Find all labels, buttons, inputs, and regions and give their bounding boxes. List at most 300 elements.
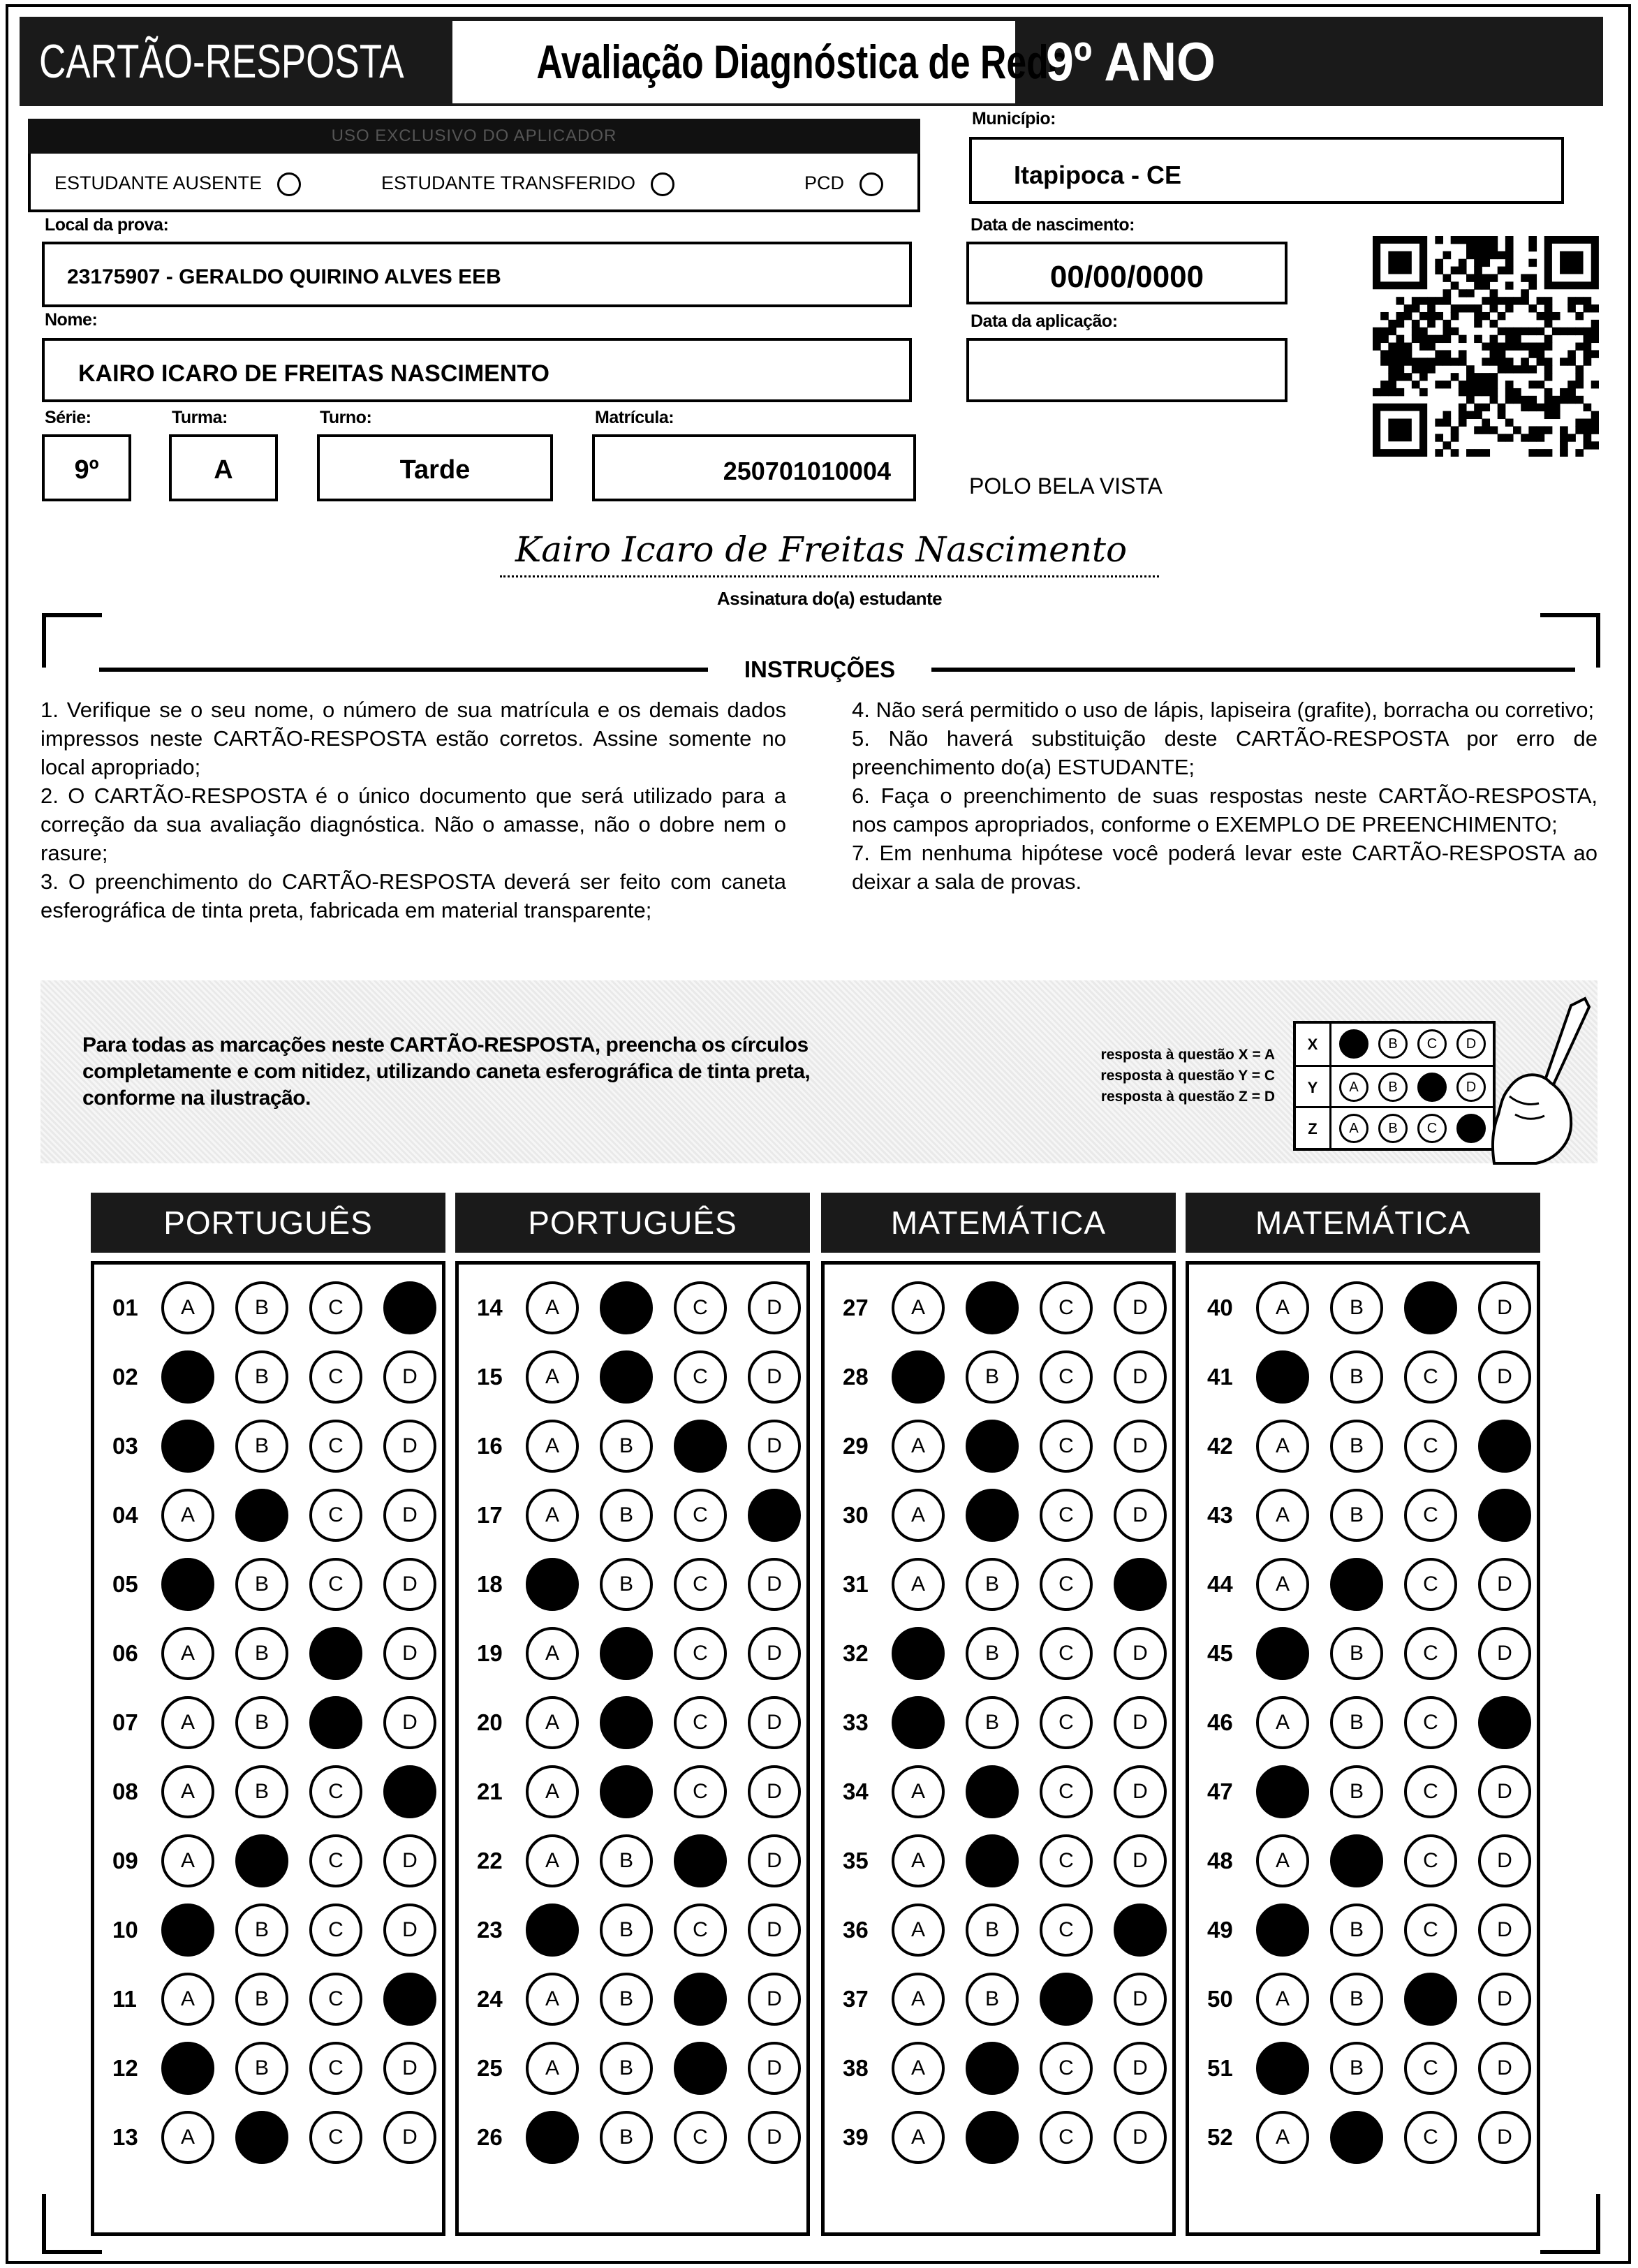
answer-bubble-a[interactable] [892,1834,945,1887]
column-header: PORTUGUÊS [91,1193,445,1253]
answer-bubble-c[interactable] [674,1973,727,2026]
answer-bubble-b[interactable] [1330,1281,1383,1334]
answer-bubble-b[interactable] [1330,1973,1383,2026]
answer-bubble-d[interactable] [1478,1420,1531,1473]
answer-bubble-a[interactable] [892,2042,945,2095]
qr-module [1412,381,1420,388]
answer-bubble-c[interactable] [1404,1627,1457,1680]
qr-module [1451,434,1459,441]
answer-bubble-c[interactable] [1404,1834,1457,1887]
qr-module [1482,297,1490,304]
answer-bubble-d[interactable] [383,1834,436,1887]
qr-module [1513,388,1521,396]
answer-bubble-b[interactable] [966,1765,1019,1818]
answer-bubble-a[interactable] [1256,1765,1309,1818]
question-row [94,1345,457,1409]
answer-bubble-c[interactable] [1040,2042,1093,2095]
qr-module [1412,304,1420,312]
answer-bubble-d[interactable] [1478,1973,1531,2026]
answer-bubble-a[interactable] [161,1558,214,1611]
answer-bubble-d[interactable] [748,1420,801,1473]
pcd-checkbox[interactable] [859,172,883,196]
answer-bubble-b[interactable] [600,1627,653,1680]
answer-bubble-c[interactable] [309,1973,362,2026]
bubble-letter: C [1423,1503,1438,1526]
answer-bubble-b[interactable] [600,1765,653,1818]
question-number: 25 [477,2055,503,2081]
question-row [94,2105,457,2170]
answer-bubble-d[interactable] [748,1627,801,1680]
qr-module [1412,358,1420,365]
answer-bubble-c[interactable] [1404,1281,1457,1334]
answer-bubble-c[interactable] [674,1834,727,1887]
answer-bubble-a[interactable] [526,1904,579,1957]
answer-bubble-c[interactable] [674,1627,727,1680]
answer-bubble-a[interactable] [526,1973,579,2026]
answer-bubble-a[interactable] [892,1350,945,1404]
answer-bubble-c[interactable] [1040,1973,1093,2026]
question-number: 12 [112,2055,138,2081]
answer-bubble-d[interactable] [1114,1558,1167,1611]
answer-bubble-a[interactable] [161,1765,214,1818]
answer-bubble-b[interactable] [1330,2042,1383,2095]
answer-bubble-c[interactable] [1040,1350,1093,1404]
answer-bubble-b[interactable] [600,1904,653,1957]
answer-bubble-d[interactable] [748,1281,801,1334]
answer-bubble-c[interactable] [1040,1281,1093,1334]
answer-bubble-b[interactable] [1330,1834,1383,1887]
eval-title-box: Avaliação Diagnóstica de Rede [452,21,1015,103]
answer-bubble-b[interactable] [1330,1627,1383,1680]
answer-bubble-a[interactable] [161,1904,214,1957]
answer-bubble-d[interactable] [748,1904,801,1957]
qr-module [1567,350,1576,358]
answer-bubble-b[interactable] [600,1973,653,2026]
answer-bubble-a[interactable] [526,2042,579,2095]
answer-bubble-a[interactable] [1256,1350,1309,1404]
answer-bubble-b[interactable] [235,1281,288,1334]
answer-bubble-d[interactable] [383,1696,436,1749]
answer-bubble-d[interactable] [383,1489,436,1542]
answer-bubble-b[interactable] [235,1696,288,1749]
qr-module [1373,335,1381,343]
qr-module [1505,236,1514,244]
transferred-option[interactable] [381,169,674,197]
answer-bubble-b[interactable] [966,2042,1019,2095]
answer-bubble-d[interactable] [383,1765,436,1818]
answer-bubble-d[interactable] [1478,1489,1531,1542]
answer-bubble-a[interactable] [526,1558,579,1611]
qr-module [1482,244,1490,251]
answer-bubble-a[interactable] [161,2111,214,2164]
answer-bubble-d[interactable] [748,1489,801,1542]
answer-bubble-a[interactable] [161,1420,214,1473]
answer-bubble-d[interactable] [1114,1281,1167,1334]
answer-bubble-b[interactable] [600,1834,653,1887]
answer-bubble-a[interactable] [161,1627,214,1680]
matricula-field[interactable] [592,434,916,501]
qr-module [1567,396,1576,404]
answer-bubble-b[interactable] [235,1350,288,1404]
bubble-letter: D [402,1918,418,1941]
answer-bubble-b[interactable] [1330,1904,1383,1957]
answer-bubble-c[interactable] [309,2111,362,2164]
question-number: 52 [1207,2124,1233,2150]
qr-module [1537,426,1545,434]
bubble-letter: B [984,1918,999,1941]
local-field[interactable] [42,242,912,307]
answer-bubble-a[interactable] [892,1973,945,2026]
answer-bubble-b[interactable] [235,2042,288,2095]
answer-bubble-b[interactable] [966,1627,1019,1680]
bubble-letter: B [984,1365,999,1388]
answer-bubble-b[interactable] [235,1834,288,1887]
answer-bubble-d[interactable] [1114,1765,1167,1818]
answer-bubble-d[interactable] [1478,1350,1531,1404]
answer-bubble-c[interactable] [1404,2111,1457,2164]
qr-module [1459,289,1467,297]
answer-bubble-d[interactable] [748,2042,801,2095]
bubble-letter: B [619,2126,633,2149]
answer-bubble-b[interactable] [600,1350,653,1404]
answer-bubble-c[interactable] [1040,2111,1093,2164]
answer-bubble-a[interactable] [1256,1420,1309,1473]
answer-bubble-b[interactable] [235,1489,288,1542]
bubble-letter: B [984,1573,999,1596]
answer-bubble-b[interactable] [966,1350,1019,1404]
answer-bubble-b[interactable] [966,1420,1019,1473]
answer-bubble-c[interactable] [674,1696,727,1749]
answer-bubble-d[interactable] [383,2111,436,2164]
answer-bubble-d[interactable] [748,2111,801,2164]
question-number: 08 [112,1779,138,1804]
answer-bubble-b[interactable] [235,1765,288,1818]
question-number: 38 [843,2055,869,2081]
qr-module [1435,381,1443,388]
qr-module [1544,411,1553,419]
answer-bubble-b[interactable] [600,2111,653,2164]
answer-bubble-a[interactable] [161,1281,214,1334]
answer-bubble-a[interactable] [526,1834,579,1887]
answer-bubble-b[interactable] [1330,2111,1383,2164]
answer-bubble-b[interactable] [966,1834,1019,1887]
answer-bubble-b[interactable] [600,1281,653,1334]
qr-module [1474,267,1482,274]
answer-bubble-c[interactable] [309,1904,362,1957]
answer-bubble-b[interactable] [966,1696,1019,1749]
answer-bubble-c[interactable] [309,1696,362,1749]
answer-bubble-d[interactable] [383,1627,436,1680]
question-number: 16 [477,1433,503,1459]
question-row [1189,1691,1552,1755]
aplicacao-field[interactable] [966,338,1287,402]
qr-module [1584,297,1592,304]
answer-bubble-c[interactable] [309,1420,362,1473]
answer-bubble-b[interactable] [1330,1420,1383,1473]
qr-module [1490,426,1498,434]
answer-bubble-d[interactable] [1478,1696,1531,1749]
answer-bubble-d[interactable] [1114,1973,1167,2026]
answer-bubble-a[interactable] [1256,2111,1309,2164]
answer-bubble-c[interactable] [309,1558,362,1611]
answer-bubble-a[interactable] [526,1489,579,1542]
answer-bubble-b[interactable] [966,1558,1019,1611]
answer-bubble-c[interactable] [309,1489,362,1542]
question-number: 21 [477,1779,503,1804]
answer-bubble-c[interactable] [1040,1489,1093,1542]
answer-bubble-d[interactable] [1114,1489,1167,1542]
answer-bubble-c[interactable] [1404,2042,1457,2095]
answer-bubble-b[interactable] [600,1420,653,1473]
answer-bubble-c[interactable] [674,1420,727,1473]
answer-bubble-a[interactable] [526,1281,579,1334]
bubble-letter: B [254,1573,269,1596]
turma-field[interactable] [169,434,278,501]
bubble-letter: C [328,1573,344,1596]
qr-module [1537,381,1545,388]
answer-bubble-c[interactable] [309,1765,362,1818]
answer-bubble-c[interactable] [1404,1489,1457,1542]
answer-bubble-b[interactable] [966,2111,1019,2164]
answer-bubble-d[interactable] [1478,1765,1531,1818]
answer-bubble-b[interactable] [235,1627,288,1680]
answer-bubble-d[interactable] [1114,2042,1167,2095]
answer-bubble-a[interactable] [1256,1489,1309,1542]
example-row-label: Y [1296,1067,1331,1108]
answer-bubble-a[interactable] [892,1558,945,1611]
answer-bubble-d[interactable] [1114,1904,1167,1957]
qr-module [1505,365,1514,373]
bubble-letter: D [767,1918,782,1941]
answer-bubble-b[interactable] [600,1558,653,1611]
answer-bubble-d[interactable] [383,1558,436,1611]
qr-module [1591,426,1599,434]
answer-bubble-d[interactable] [748,1350,801,1404]
answer-bubble-b[interactable] [966,1489,1019,1542]
bubble-letter: A [910,2056,925,2079]
qr-module [1474,411,1482,419]
answer-bubble-a[interactable] [1256,1904,1309,1957]
answer-bubble-a[interactable] [892,1696,945,1749]
qr-module [1513,327,1521,335]
qr-module [1490,251,1498,259]
answer-bubble-d[interactable] [748,1696,801,1749]
answer-bubble-a[interactable] [161,1696,214,1749]
answer-bubble-a[interactable] [526,1420,579,1473]
answer-bubble-c[interactable] [674,1350,727,1404]
answer-bubble-d[interactable] [1478,1558,1531,1611]
answer-bubble-a[interactable] [892,1489,945,1542]
answer-bubble-d[interactable] [1478,1627,1531,1680]
answer-bubble-d[interactable] [1114,1350,1167,1404]
question-row [825,1760,1188,1824]
answer-bubble-c[interactable] [674,1904,727,1957]
answer-bubble-c[interactable] [674,2042,727,2095]
answer-bubble-b[interactable] [235,1420,288,1473]
question-row [1189,2105,1552,2170]
answer-bubble-c[interactable] [1404,1420,1457,1473]
answer-bubble-a[interactable] [161,1834,214,1887]
qr-module [1505,335,1514,343]
answer-bubble-a[interactable] [892,2111,945,2164]
answer-bubble-c[interactable] [1404,1904,1457,1957]
answer-bubble-a[interactable] [1256,2042,1309,2095]
nascimento-field[interactable] [966,242,1287,304]
qr-module [1427,335,1436,343]
answer-bubble-b[interactable] [600,1696,653,1749]
qr-module [1482,274,1490,281]
question-number: 10 [112,1917,138,1943]
qr-module [1560,441,1568,449]
qr-module [1560,358,1568,365]
answer-bubble-d[interactable] [1114,1627,1167,1680]
answer-bubble-d[interactable] [1114,1420,1167,1473]
answer-bubble-a[interactable] [526,2111,579,2164]
answer-bubble-a[interactable] [1256,1281,1309,1334]
nome-field[interactable] [42,338,912,402]
turma-value: A [214,455,233,485]
answer-bubble-b[interactable] [1330,1350,1383,1404]
answer-bubble-b[interactable] [235,1973,288,2026]
qr-module [1498,365,1506,373]
answer-bubble-c[interactable] [309,1281,362,1334]
answer-bubble-b[interactable] [966,1281,1019,1334]
answer-bubble-c[interactable] [1404,1350,1457,1404]
answer-bubble-b[interactable] [1330,1558,1383,1611]
answer-bubble-a[interactable] [1256,1696,1309,1749]
answer-bubble-d[interactable] [383,1420,436,1473]
answer-bubble-b[interactable] [600,1489,653,1542]
pcd-option[interactable] [804,169,883,197]
question-row [94,2036,457,2100]
answer-bubble-a[interactable] [161,1973,214,2026]
qr-module [1537,404,1545,411]
question-number: 41 [1207,1364,1233,1390]
answer-bubble-a[interactable] [526,1696,579,1749]
answer-bubble-d[interactable] [383,2042,436,2095]
answer-bubble-c[interactable] [1040,1558,1093,1611]
answer-bubble-c[interactable] [674,2111,727,2164]
bubble-letter: C [693,1573,708,1596]
answer-bubble-d[interactable] [383,1904,436,1957]
answer-bubble-d[interactable] [748,1834,801,1887]
qr-module [1560,434,1568,441]
answer-bubble-c[interactable] [1040,1696,1093,1749]
answer-bubble-d[interactable] [383,1281,436,1334]
qr-module [1490,350,1498,358]
answer-bubble-c[interactable] [674,1765,727,1818]
answer-bubble-c[interactable] [1404,1558,1457,1611]
answer-bubble-c[interactable] [1404,1973,1457,2026]
answer-bubble-b[interactable] [235,1904,288,1957]
qr-module [1537,312,1545,320]
answer-bubble-d[interactable] [1478,2111,1531,2164]
answer-bubble-d[interactable] [1478,2042,1531,2095]
answer-bubble-c[interactable] [1040,1420,1093,1473]
answer-bubble-c[interactable] [1040,1834,1093,1887]
bubble-letter: B [254,2056,269,2079]
answer-bubble-a[interactable] [161,2042,214,2095]
answer-bubble-a[interactable] [1256,1558,1309,1611]
answer-bubble-d[interactable] [1114,1696,1167,1749]
bubble-letter: D [1497,1365,1512,1388]
answer-bubble-a[interactable] [892,1281,945,1334]
answer-bubble-c[interactable] [1040,1765,1093,1818]
answer-bubble-b[interactable] [235,1558,288,1611]
answer-bubble-c[interactable] [674,1489,727,1542]
answer-bubble-b[interactable] [1330,1765,1383,1818]
answer-bubble-c[interactable] [1040,1627,1093,1680]
absent-option[interactable] [54,169,301,197]
serie-field[interactable] [42,434,131,501]
answer-bubble-a[interactable] [526,1765,579,1818]
answer-bubble-a[interactable] [1256,1973,1309,2026]
answer-bubble-b[interactable] [235,2111,288,2164]
example-legend-line: resposta à questão Y = C [1100,1068,1275,1084]
answer-bubble-a[interactable] [892,1420,945,1473]
answer-bubble-b[interactable] [1330,1489,1383,1542]
answer-bubble-c[interactable] [309,2042,362,2095]
bubble-letter: A [545,1642,559,1665]
answer-bubble-a[interactable] [892,1627,945,1680]
answer-bubble-a[interactable] [161,1350,214,1404]
answer-bubble-c[interactable] [309,1350,362,1404]
municipio-field[interactable] [969,137,1564,204]
answer-bubble-a[interactable] [161,1489,214,1542]
bubble-letter: A [180,1780,195,1803]
answer-bubble-d[interactable] [1114,2111,1167,2164]
answer-bubble-c[interactable] [309,1834,362,1887]
answer-bubble-a[interactable] [1256,1834,1309,1887]
bubble-letter: A [1275,1434,1290,1457]
answer-bubble-d[interactable] [1478,1281,1531,1334]
answer-bubble-c[interactable] [1404,1765,1457,1818]
transferred-checkbox[interactable] [651,172,674,196]
qr-module [1591,381,1599,388]
answer-bubble-d[interactable] [748,1973,801,2026]
qr-module [1490,381,1498,388]
answer-bubble-d[interactable] [1114,1834,1167,1887]
turno-field[interactable] [317,434,553,501]
qr-module [1584,343,1592,351]
answer-bubble-c[interactable] [1040,1904,1093,1957]
answer-bubble-d[interactable] [748,1558,801,1611]
answer-bubble-c[interactable] [1404,1696,1457,1749]
answer-bubble-b[interactable] [966,1904,1019,1957]
answer-bubble-a[interactable] [892,1765,945,1818]
serie-label: Série: [45,408,91,427]
answer-bubble-d[interactable] [383,1973,436,2026]
answer-bubble-d[interactable] [748,1765,801,1818]
answer-bubble-c[interactable] [674,1558,727,1611]
answer-bubble-c[interactable] [674,1281,727,1334]
qr-module [1521,404,1529,411]
answer-bubble-c[interactable] [309,1627,362,1680]
bubble-letter: D [767,1365,782,1388]
answer-bubble-b[interactable] [966,1973,1019,2026]
answer-bubble-d[interactable] [1478,1904,1531,1957]
answer-bubble-a[interactable] [892,1904,945,1957]
answer-bubble-b[interactable] [1330,1696,1383,1749]
answer-bubble-a[interactable] [526,1627,579,1680]
absent-checkbox[interactable] [277,172,301,196]
answer-bubble-d[interactable] [1478,1834,1531,1887]
bubble-letter: B [254,1780,269,1803]
answer-bubble-d[interactable] [383,1350,436,1404]
answer-bubble-a[interactable] [1256,1627,1309,1680]
answer-bubble-a[interactable] [526,1350,579,1404]
answer-bubble-b[interactable] [600,2042,653,2095]
